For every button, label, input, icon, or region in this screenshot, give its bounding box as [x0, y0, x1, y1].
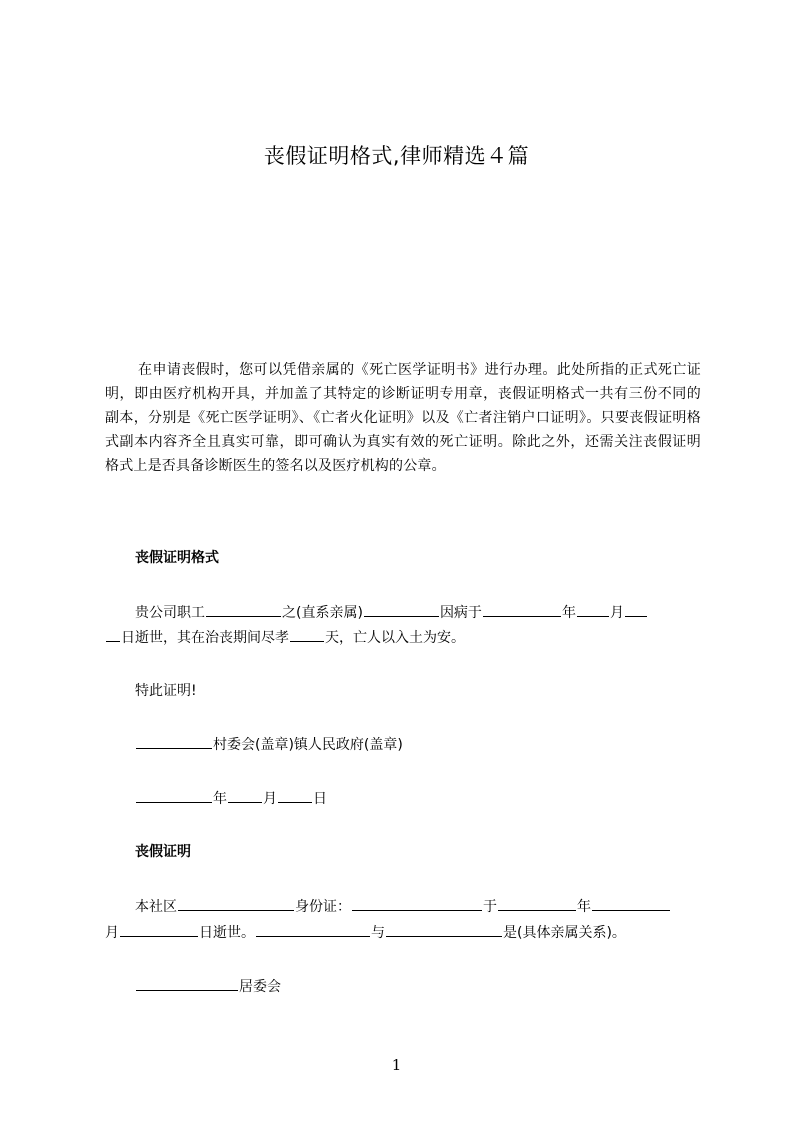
blank-field [483, 602, 561, 617]
form-text: 与 [371, 925, 385, 941]
form-text: 贵公司职工 [135, 605, 205, 621]
form-text: 月 [105, 925, 119, 941]
blank-field [136, 976, 238, 991]
form-text: 月 [609, 605, 624, 621]
document-title: 丧假证明格式,律师精选４篇 [263, 144, 530, 168]
blank-field [136, 734, 212, 749]
blank-field [206, 602, 281, 617]
form-text: 日 [313, 791, 327, 807]
blank-field [498, 896, 576, 911]
section-heading-certificate: 丧假证明 [135, 844, 191, 860]
blank-field [228, 788, 262, 803]
blank-field [178, 896, 294, 911]
form-text: 之(直系亲属) [282, 605, 363, 621]
blank-field [352, 896, 482, 911]
blank-field [290, 627, 324, 642]
date-line [105, 787, 731, 811]
form-text: 本社区 [135, 899, 177, 915]
form-text: 年 [213, 791, 227, 807]
form-text: 年 [577, 899, 591, 915]
committee-line [105, 975, 731, 999]
form-text: 日逝世。 [199, 925, 255, 941]
blank-field [120, 922, 198, 937]
form-text: 于 [483, 899, 497, 915]
form-text: 月 [263, 791, 277, 807]
form-text: 年 [561, 605, 576, 621]
form-line-death [105, 626, 701, 650]
form-text: 日逝世，其在治丧期间尽孝 [121, 630, 289, 646]
form-line-community [105, 895, 731, 919]
special-certify: 特此证明! [135, 683, 197, 699]
form-text: 天，亡人以入土为安。 [325, 630, 465, 646]
form-text: 村委会(盖章)镇人民政府(盖章) [213, 737, 403, 753]
blank-field [106, 627, 120, 642]
blank-field [386, 922, 502, 937]
blank-field [364, 602, 439, 617]
form-text: 因病于 [439, 605, 482, 621]
blank-field [625, 602, 647, 617]
form-line-employee [105, 601, 731, 625]
form-text: 身份证： [295, 899, 351, 915]
form-text: 是(具体亲属关系)。 [503, 925, 626, 941]
blank-field [278, 788, 312, 803]
page-number: 1 [391, 1056, 402, 1074]
form-line-relation [105, 921, 701, 945]
blank-field [592, 896, 670, 911]
blank-field [577, 602, 609, 617]
intro-paragraph: 在申请丧假时，您可以凭借亲属的《死亡医学证明书》进行办理。此处所指的正式死亡证明，即由医疗机构开具，并加盖了其特定的诊断证明专用章，丧假证明格式一共有三份不同的副本，分别是《死亡医学证明》、《亡者火化证明》以及《亡者注销户口证明》。只要丧假证明格式副本内容齐全且真实可靠，即可确认为真实有效的死亡证明。除此之外，还需关注丧假证明格式上是否具备诊断医生的签名以及医疗机构的公章。 [105, 362, 701, 474]
section-heading-format: 丧假证明格式 [135, 550, 219, 566]
blank-field [136, 788, 212, 803]
signature-line [105, 733, 731, 757]
blank-field [256, 922, 370, 937]
form-text: 居委会 [239, 979, 281, 995]
